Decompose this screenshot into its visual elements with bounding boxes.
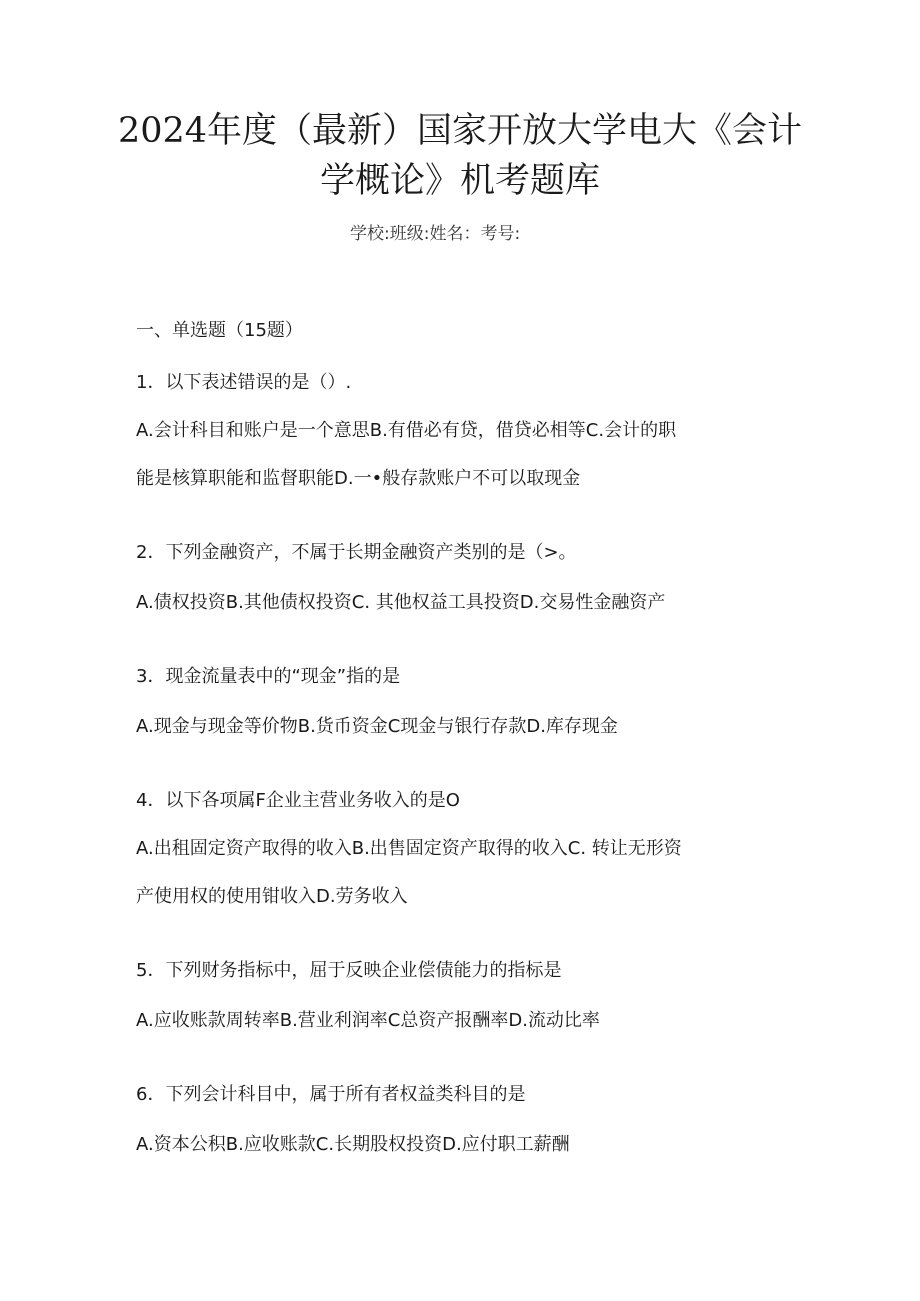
- title-line-1: 2024年度（最新）国家开放大学电大《会计: [117, 111, 803, 151]
- question-3-options-line-1: A.现金与现金等价物B.货币资金C现金与银行存款D.库存现金: [136, 716, 618, 737]
- question-5-stem: 5．下列财务指标中，屈于反映企业偿债能力的指标是: [136, 960, 562, 981]
- question-4-options-line-1: A.出租固定资产取得的收入B.出售固定资产取得的收入C. 转让无形资: [136, 838, 682, 859]
- question-1-options-line-1: A.会计科目和账户是一个意思B.有借必有贷，借贷必相等C.会计的职: [136, 420, 677, 441]
- question-4-options-line-2: 产使用权的使用钳收入D.劳务收入: [136, 886, 408, 907]
- question-1-options-line-2: 能是核算职能和监督职能D.一•般存款账户不可以取现金: [136, 468, 581, 489]
- question-6-stem: 6．下列会计科目中，属于所有者权益类科目的是: [136, 1084, 526, 1105]
- section-heading: 一、单选题（15题）: [136, 320, 303, 341]
- question-2-options-line-1: A.债权投资B.其他债权投资C. 其他权益工具投资D.交易性金融资产: [136, 592, 666, 613]
- student-info-line: 学校:班级:姓名：考号:: [350, 224, 521, 244]
- question-2-stem: 2．下列金融资产，不属于长期金融资产类别的是（>。: [136, 542, 577, 563]
- question-5-options-line-1: A.应收账款周转率B.营业利润率C总资产报酬率D.流动比率: [136, 1010, 600, 1031]
- document-title: [90, 106, 830, 206]
- question-3-stem: 3．现金流量表中的“现金”指的是: [136, 666, 401, 687]
- question-4-stem: 4．以下各项属F企业主营业务收入的是O: [136, 790, 460, 811]
- question-6-options-line-1: A.资本公积B.应收账款C.长期股权投资D.应付职工薪酬: [136, 1134, 570, 1155]
- question-1-stem: 1．以下表述错误的是（）.: [136, 372, 352, 393]
- title-line-2: 学概论》机考题库: [319, 161, 600, 201]
